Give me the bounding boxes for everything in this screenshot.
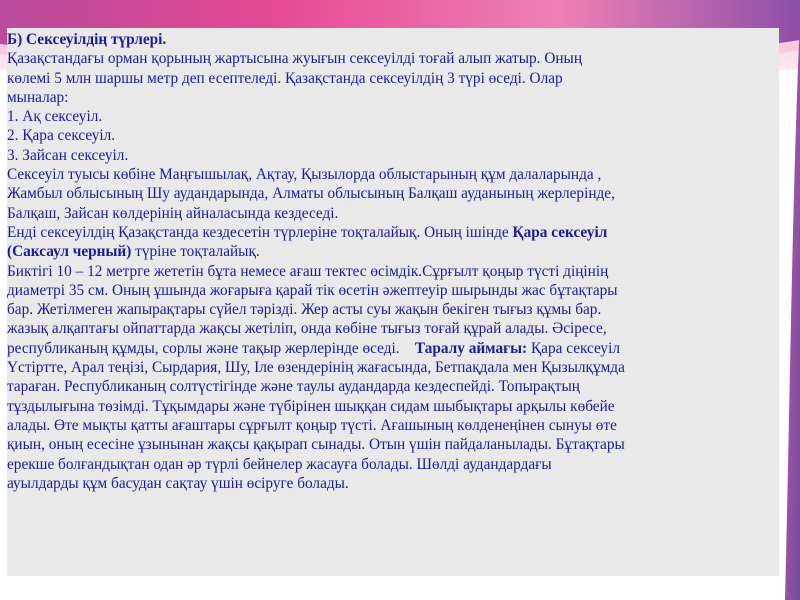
paragraph-line: Балқаш, Зайсан көлдерінің айналасында кездеседі. [7,204,339,222]
species-russian-name-bold: (Саксаул черный) [7,243,132,261]
paragraph-text: Қара сексеуіл [527,339,620,357]
species-name-bold: Қара сексеуіл [512,223,608,241]
paragraph-line: жазық алқаптағы ойпаттарда жақсы жетіліп, онда көбіне тығыз тоғай құрай алады. Әсіресе, [7,320,607,338]
paragraph-line: алады. Өте мықты қатты ағаштары сұрғылт қоңыр түсті. Ағашының көлденеңінен сынуы өте [7,416,617,434]
distribution-label-bold: Таралу аймағы: [414,339,528,357]
paragraph-line: Сексеуіл туысы көбіне Маңғышылақ, Ақтау, Қызылорда облыстарының құм далаларында , [7,166,602,184]
paragraph-line: ауылдарды құм басудан сақтау үшін өсіруге болады. [7,474,349,492]
list-item: 3. Зайсан сексеуіл. [7,146,129,164]
paragraph-line [7,242,785,261]
paragraph-line: тараған. Республиканың солтүстігінде және таулы аудандарда кездеспейді. Топырақтың [7,378,580,396]
paragraph-line [7,223,785,242]
list-item: 2. Қара сексеуіл. [7,127,116,145]
paragraph-line: диаметрі 35 см. Оның ұшында жоғарыға қарай тік өсетін әжептеуір шырынды жас бұтақтары [7,281,618,299]
paragraph-line: Үстіртте, Арал теңізі, Сырдария, Шу, Іле өзендерінің жағасында, Бетпақдала мен Қызылқұмда [7,359,625,377]
paragraph-text: Енді сексеуілдің Қазақстанда кездесетін түрлеріне тоқталайық. Оның ішінде [7,223,513,241]
right-edge-accent [785,20,800,600]
paragraph-line: Жамбыл облысының Шу аудандарында, Алматы облысының Балқаш ауданының жерлерінде, [7,185,615,203]
paragraph-line: көлемі 5 млн шаршы метр деп есептеледі. Қазақстанда сексеуілдің 3 түрі өседі. Олар [7,69,563,87]
paragraph-text: түріне тоқталайық. [131,243,260,261]
heading-marker: Б) [7,31,23,48]
paragraph-line: Қазақстандағы орман қорының жартысына жуығын сексеуілді тоғай алып жатыр. Оның [7,50,583,68]
paragraph-line: ерекше болғандықтан одан әр түрлі бейнелер жасауға болады. Шөлді аудандардағы [7,455,552,473]
document-body [7,30,785,493]
paragraph-line: бар. Жетілмеген жапырақтары сүйел тәрізді. Жер асты суы жақын бекіген тығыз құмы бар. [7,301,602,319]
paragraph-line: қиын, оның есесіне ұзынынан жақсы қақырап сынады. Отын үшін пайдаланылады. Бұтақтары [7,436,625,454]
paragraph-line: мыналар: [7,88,69,106]
heading-line [7,30,785,49]
paragraph-line: Биктігі 10 – 12 метрге жететін бұта немесе ағаш тектес өсімдік.Сұрғылт қоңыр түсті діңінің [7,262,609,280]
list-item: 1. Ақ сексеуіл. [7,108,103,126]
paragraph-line: тұздылығына төзімді. Тұқымдары және түбірінен шыққан сидам шыбықтары арқылы көбейе [7,397,615,415]
heading-title: Сексеуілдің түрлері. [26,31,167,48]
paragraph-text: республиканың құмды, сорлы және тақыр жерлерінде өседі. [7,339,415,357]
paragraph-line [7,339,785,358]
